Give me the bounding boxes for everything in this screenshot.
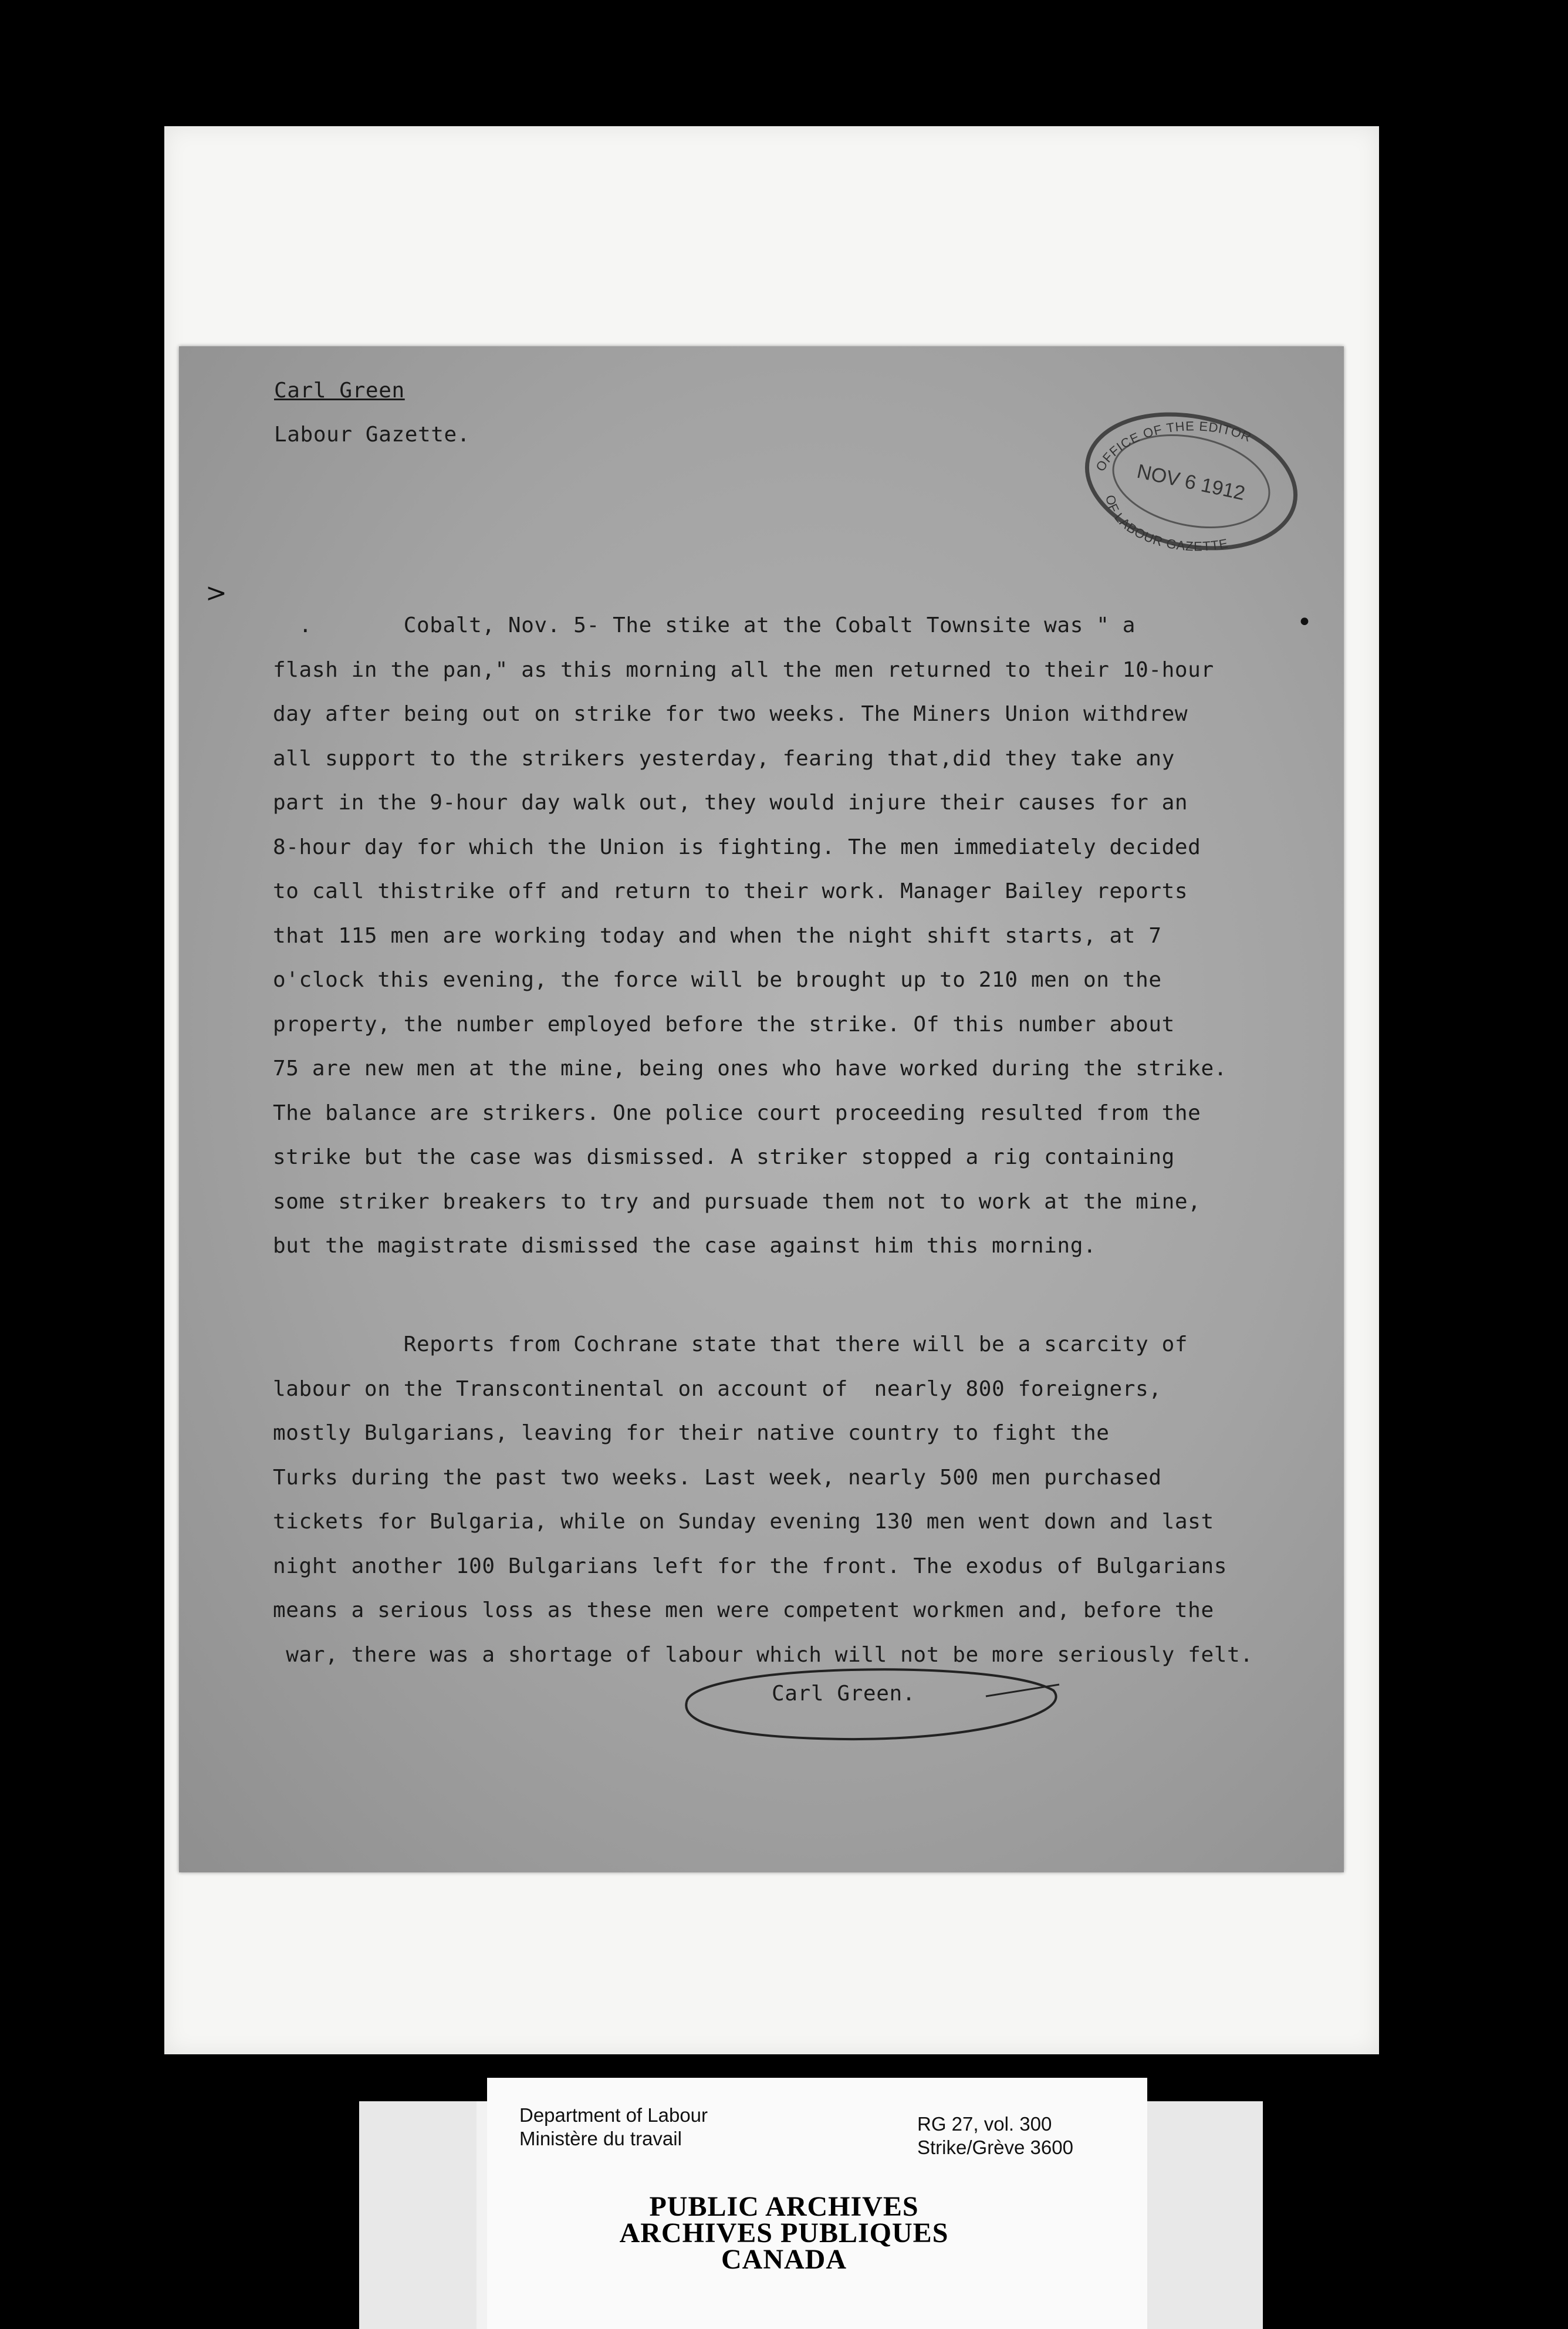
archives-english: PUBLIC ARCHIVES: [649, 2191, 919, 2222]
typed-line: part in the 9-hour day walk out, they would injure their causes for an: [273, 791, 1188, 815]
archives-french: ARCHIVES PUBLIQUES: [619, 2217, 949, 2249]
typed-line: but the magistrate dismissed the case against him this morning.: [273, 1234, 1097, 1258]
strike-file-number: Strike/Grève 3600: [917, 2136, 1073, 2158]
department-french: Ministère du travail: [519, 2128, 682, 2149]
author-name: Carl Green: [274, 379, 405, 403]
typed-line: property, the number employed before the strike. Of this number about: [273, 1012, 1175, 1037]
typed-line: means a serious loss as these men were competent workmen and, before the: [273, 1598, 1214, 1622]
typed-line: that 115 men are working today and when the night shift starts, at 7: [273, 923, 1162, 948]
typed-line: all support to the strikers yesterday, fearing that,did they take any: [273, 746, 1175, 771]
typed-line: The balance are strikers. One police court proceeding resulted from the: [273, 1101, 1201, 1125]
svg-text:OF LABOUR GAZETTE: [1103, 494, 1229, 553]
record-group-reference: RG 27, vol. 300: [917, 2113, 1052, 2135]
typed-line: war, there was a shortage of labour which will not be more seriously felt.: [273, 1642, 1253, 1667]
publication-name: Labour Gazette.: [274, 423, 471, 447]
stamp-date: NOV 6 1912: [1135, 460, 1248, 505]
typed-line: 75 are new men at the mine, being ones who have worked during the strike.: [273, 1057, 1227, 1081]
typed-line: tickets for Bulgaria, while on Sunday evening 130 men went down and last: [273, 1510, 1214, 1534]
typed-line: labour on the Transcontinental on account of nearly 800 foreigners,: [273, 1376, 1162, 1401]
department-english: Department of Labour: [519, 2104, 708, 2126]
stamp-bottom-text: OF LABOUR GAZETTE: [1103, 494, 1230, 554]
typed-letter-page: [179, 346, 1344, 1872]
typed-line: o'clock this evening, the force will be brought up to 210 men on the: [273, 968, 1162, 992]
typed-line: Reports from Cochrane state that there will be a scarcity of: [273, 1332, 1188, 1356]
margin-dot-mark: •: [1297, 607, 1312, 637]
stamp-top-text: OFFICE OF THE EDITOR: [1093, 418, 1254, 474]
archives-country: CANADA: [721, 2244, 847, 2275]
typed-line: . Cobalt, Nov. 5- The stike at the Cobalt Townsite was " a: [273, 613, 1136, 637]
signature-circle-mark: [669, 1658, 1068, 1746]
typed-line: mostly Bulgarians, leaving for their native country to fight the: [273, 1421, 1110, 1445]
typed-line: night another 100 Bulgarians left for the front. The exodus of Bulgarians: [273, 1554, 1227, 1578]
signature-typed: Carl Green.: [772, 1682, 916, 1706]
typed-line: strike but the case was dismissed. A striker stopped a rig containing: [273, 1145, 1175, 1169]
margin-tick-mark: >: [205, 578, 227, 608]
typed-line: to call thistrike off and return to their work. Manager Bailey reports: [273, 879, 1188, 903]
typed-line: Turks during the past two weeks. Last week, nearly 500 men purchased: [273, 1465, 1162, 1490]
typed-line: day after being out on strike for two weeks. The Miners Union withdrew: [273, 702, 1188, 726]
received-date-stamp: [1080, 408, 1303, 555]
typed-line: flash in the pan," as this morning all the men returned to their 10-hour: [273, 657, 1214, 682]
typed-line: 8-hour day for which the Union is fighting. The men immediately decided: [273, 835, 1201, 859]
typed-line: some striker breakers to try and pursuade them not to work at the mine,: [273, 1189, 1201, 1214]
